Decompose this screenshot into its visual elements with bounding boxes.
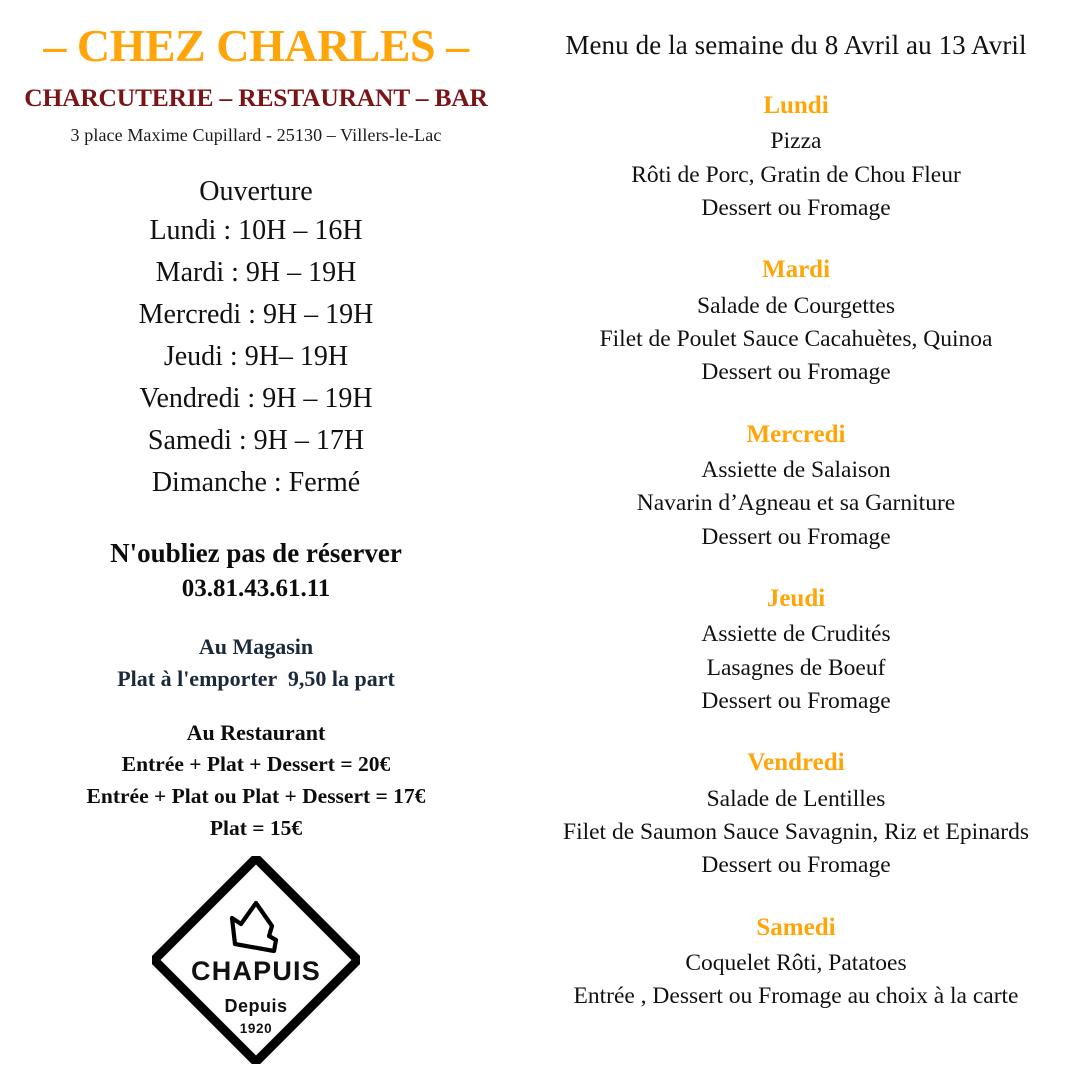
brand-subtitle: CHARCUTERIE – RESTAURANT – BAR (24, 83, 488, 113)
menu-day-name: Lundi (763, 92, 829, 119)
menu-day-name: Vendredi (747, 749, 845, 777)
menu-day-samedi (512, 912, 1080, 1014)
menu-item: Dessert ou Fromage (701, 194, 891, 221)
restaurant-prices-section (0, 693, 512, 842)
menu-item: Dessert ou Fromage (701, 359, 891, 386)
menu-item: Salade de Courgettes (697, 292, 895, 319)
opening-hours-row: Vendredi : 9H – 19H (139, 383, 373, 415)
menu-day-items (512, 125, 1080, 225)
opening-hours-heading: Ouverture (199, 176, 313, 208)
menu-day-name: Mardi (761, 256, 831, 284)
brand-address: 3 place Maxime Cupillard - 25130 – Villers-le-Lac (70, 125, 442, 146)
restaurant-heading: Au Restaurant (186, 719, 326, 745)
opening-hours-section (0, 146, 512, 504)
menu-day-name: Samedi (756, 913, 836, 941)
menu-day-mercredi (512, 419, 1080, 554)
shop-heading: Au Magasin (198, 634, 314, 660)
menu-day-items (512, 290, 1080, 390)
chapuis-logo (0, 856, 512, 1064)
menu-day-name: Mercredi (746, 420, 846, 448)
logo-since-label: Depuis (224, 996, 288, 1016)
house-icon (232, 903, 276, 951)
opening-hours-row: Jeudi : 9H– 19H (163, 341, 349, 373)
shop-takeaway-price: Plat à l'emporter 9,50 la part (117, 666, 395, 692)
menu-day-mardi (512, 254, 1080, 389)
weekly-menu-title: Menu de la semaine du 8 Avril au 13 Avril (565, 30, 1027, 60)
weekly-menu-column (512, 0, 1080, 1080)
shop-prices-section (0, 604, 512, 693)
menu-day-items (512, 947, 1080, 1014)
opening-hours-row: Lundi : 10H – 16H (149, 215, 363, 247)
opening-hours-list (0, 210, 512, 504)
menu-item: Dessert ou Fromage (701, 523, 891, 550)
menu-item: Entrée , Dessert ou Fromage au choix à la carte (573, 983, 1019, 1010)
opening-hours-row: Samedi : 9H – 17H (147, 425, 365, 457)
opening-hours-row: Dimanche : Fermé (151, 467, 361, 499)
reservation-section (0, 504, 512, 604)
info-column (0, 0, 512, 1080)
logo-since-year: 1920 (239, 1021, 273, 1036)
menu-day-jeudi (512, 583, 1080, 718)
menu-item: Assiette de Crudités (701, 621, 891, 648)
restaurant-price-row: Plat = 15€ (209, 816, 303, 841)
menu-item: Filet de Poulet Sauce Cacahuètes, Quinoa (599, 325, 993, 352)
menu-day-lundi (512, 90, 1080, 225)
menu-item: Dessert ou Fromage (701, 687, 891, 714)
brand-title: – CHEZ CHARLES – (43, 20, 469, 71)
menu-item: Coquelet Rôti, Patatoes (685, 949, 907, 976)
opening-hours-row: Mercredi : 9H – 19H (138, 299, 374, 331)
restaurant-price-row: Entrée + Plat ou Plat + Dessert = 17€ (86, 784, 426, 809)
opening-hours-row: Mardi : 9H – 19H (155, 257, 357, 289)
menu-item: Navarin d’Agneau et sa Garniture (636, 490, 956, 517)
menu-day-name: Jeudi (766, 584, 826, 612)
menu-item: Lasagnes de Boeuf (706, 654, 886, 681)
reservation-phone-number[interactable]: 03.81.43.61.11 (181, 575, 331, 603)
restaurant-price-row: Entrée + Plat + Dessert = 20€ (121, 752, 391, 777)
menu-item: Filet de Saumon Sauce Savagnin, Riz et Epinards (563, 818, 1029, 845)
reservation-heading: N'oubliez pas de réserver (110, 538, 402, 569)
menu-day-vendredi (512, 747, 1080, 882)
chapuis-logo-svg (152, 856, 360, 1064)
menu-item: Dessert ou Fromage (701, 852, 891, 879)
menu-item: Assiette de Salaison (701, 456, 891, 483)
menu-item: Salade de Lentilles (706, 785, 886, 812)
menu-day-items (512, 618, 1080, 718)
menu-day-items (512, 783, 1080, 883)
logo-brand-name: CHAPUIS (191, 956, 321, 986)
menu-item: Rôti de Porc, Gratin de Chou Fleur (631, 161, 961, 188)
menu-item: Pizza (770, 128, 822, 155)
menu-day-items (512, 454, 1080, 554)
